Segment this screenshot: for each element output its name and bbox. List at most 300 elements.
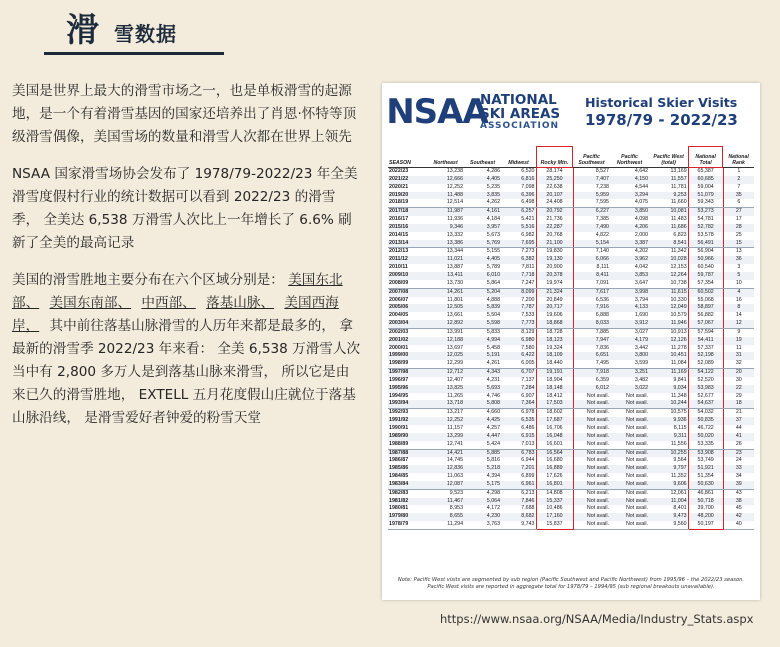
cell-northeast: 12,025: [427, 352, 464, 360]
cell-pacific-southwest: Not avail.: [573, 498, 610, 506]
cell-rocky-mtn: 18,440: [536, 360, 573, 368]
cell-pacific-northwest: 3,794: [634, 296, 649, 303]
cell-rocky-mtn: 16,048: [536, 433, 573, 441]
cell-midwest: 6,944: [521, 457, 535, 464]
cell-pacific-west-total: 11,342: [670, 248, 687, 255]
cell-midwest: 7,695: [501, 240, 536, 248]
org-line-1: NATIONAL: [480, 92, 557, 108]
cell-pacific-southwest: 7,885: [595, 328, 610, 335]
cell-national-rank: 38: [723, 498, 754, 506]
cell-rocky-mtn: 20,768: [536, 232, 573, 240]
cell-rocky-mtn: 18,602: [536, 409, 573, 417]
cell-midwest: 6,213: [521, 489, 535, 496]
cell-pacific-northwest: 2,000: [634, 231, 649, 238]
region-west-coast: 美国西海岸，: [12, 295, 339, 334]
cell-pacific-southwest: Not avail.: [586, 489, 610, 496]
table-row: [388, 369, 754, 377]
cell-pacific-west-total: 10,579: [670, 312, 687, 319]
source-url: https://www.nsaa.org/NSAA/Media/Industry_Stats.aspx: [440, 612, 754, 626]
cell-midwest: 8,129: [521, 328, 535, 335]
cell-southeast: 5,864: [464, 280, 501, 288]
table-header-row: [388, 146, 754, 168]
cell-national-total: 52,089: [688, 360, 723, 368]
cell-southeast: 4,405: [464, 256, 501, 264]
cell-national-total: 56,491: [688, 240, 723, 248]
cell-northeast: 14,261: [427, 288, 464, 296]
cell-pacific-northwest: 4,098: [634, 216, 649, 223]
cell-rocky-mtn: 20,792: [536, 208, 573, 216]
cell-midwest: 5,516: [501, 224, 536, 232]
table-note: Note: Pacific West visits are segmented by sub region (Pacific Southwest and Pacific Northwest) from 1995/96 – the 2022/23 season. Pacific West visits are reported in aggregate total for 1978/79 – 1994/95 (sub regional breakouts unavailable).: [397, 577, 745, 590]
cell-northeast: 12,712: [427, 369, 464, 377]
cell-midwest: 6,422: [501, 352, 536, 360]
cell-national-rank: 8: [723, 304, 754, 312]
cell-southeast: 4,994: [464, 337, 501, 345]
cell-national-rank: 13: [735, 248, 742, 255]
cell-pacific-southwest: 7,238: [595, 183, 610, 190]
cell-national-total: 57,337: [688, 345, 723, 353]
cell-season: 1994/95: [389, 392, 409, 399]
cell-pacific-northwest: 1,690: [634, 312, 649, 319]
cell-southeast: 4,184: [486, 216, 501, 223]
org-line-3: ASSOCIATION: [480, 121, 560, 131]
cell-pacific-west-total: 10,913: [670, 328, 687, 335]
cell-national-rank: 12: [723, 320, 754, 328]
cell-pacific-southwest: Not avail.: [586, 425, 610, 431]
cell-pacific-northwest: 3,912: [610, 320, 649, 328]
cell-national-total: 52,198: [688, 352, 723, 360]
cell-pacific-northwest: 3,251: [610, 369, 649, 377]
cell-pacific-southwest: 6,359: [595, 376, 610, 383]
cell-pacific-northwest: 3,850: [610, 208, 649, 216]
cell-midwest: 7,364: [501, 400, 536, 408]
cell-national-total: 50,197: [688, 521, 723, 529]
cell-southeast: 4,888: [486, 296, 501, 303]
table-row: [388, 441, 754, 449]
cell-northeast: 12,741: [427, 441, 464, 449]
cell-national-total: 56,904: [688, 248, 723, 256]
cell-northeast: 13,991: [446, 328, 464, 335]
cell-northeast: 12,407: [446, 376, 464, 383]
table-row: [388, 449, 754, 457]
table-row: [388, 320, 754, 328]
cell-pacific-southwest: Not avail.: [586, 409, 610, 416]
cell-pacific-west-total: 11,004: [649, 498, 688, 506]
cell-northeast: 12,087: [427, 481, 464, 489]
cell-southeast: 3,763: [464, 521, 501, 529]
cell-season: 2011/12: [388, 256, 427, 264]
cell-pacific-southwest: Not avail.: [573, 481, 610, 489]
column-header-pacific-southwest: Pacific Southwest: [573, 146, 610, 168]
cell-southeast: 4,660: [486, 409, 501, 416]
table-row: [388, 352, 754, 360]
cell-rocky-mtn: 19,830: [536, 248, 573, 256]
cell-pacific-west-total: 11,084: [649, 360, 688, 368]
cell-northeast: 11,021: [427, 256, 464, 264]
cell-northeast: 8,953: [449, 505, 464, 512]
cell-pacific-west-total: 6,823: [673, 231, 687, 238]
table-row: [388, 360, 754, 368]
table-row: [388, 498, 754, 506]
cell-southeast: 5,598: [464, 320, 501, 328]
cell-southeast: 4,447: [464, 433, 501, 441]
cell-pacific-southwest: 7,091: [573, 280, 610, 288]
table-row: [388, 297, 754, 305]
cell-season: 2019/20: [388, 192, 427, 200]
cell-national-rank: 32: [723, 360, 754, 368]
cell-midwest: 7,273: [521, 248, 535, 255]
cell-pacific-northwest: 3,647: [610, 280, 649, 288]
cell-national-total: 50,020: [688, 433, 723, 441]
cell-pacific-southwest: 7,490: [573, 224, 610, 232]
cell-pacific-west-total: 11,615: [649, 288, 688, 296]
cell-national-rank: 25: [735, 231, 742, 238]
document-title-line-1: Historical Skier Visits: [585, 95, 738, 110]
cell-rocky-mtn: 17,626: [536, 473, 573, 481]
table-row: [388, 312, 754, 320]
cell-national-rank: 22: [723, 385, 754, 393]
table-row: [388, 304, 754, 312]
cell-southeast: 3,835: [464, 192, 501, 200]
cell-midwest: 6,816: [501, 176, 536, 184]
cell-pacific-northwest: 4,150: [610, 176, 649, 184]
document-title: [585, 95, 738, 130]
cell-midwest: 7,811: [521, 264, 535, 271]
cell-pacific-southwest: 6,888: [595, 312, 610, 319]
cell-national-rank: 24: [735, 457, 742, 464]
cell-southeast: 4,172: [486, 505, 501, 512]
cell-national-rank: 33: [723, 465, 754, 473]
cell-season: 1990/91: [389, 425, 409, 431]
table-row: [388, 280, 754, 288]
table-row: [388, 216, 754, 224]
cell-pacific-northwest: 4,179: [610, 337, 649, 345]
cell-pacific-southwest: 7,140: [595, 248, 610, 255]
cell-national-total: 48,200: [688, 513, 723, 521]
cell-national-total: 52,677: [688, 393, 723, 401]
cell-northeast: 12,836: [427, 465, 464, 473]
cell-rocky-mtn: 10,486: [536, 505, 573, 513]
column-header-rocky-mtn: Rocky Mtn.: [536, 146, 573, 168]
cell-midwest: 6,486: [521, 425, 535, 431]
cell-season: 2001/02: [388, 337, 427, 345]
cell-national-rank: 34: [735, 473, 742, 480]
cell-season: 1988/89: [388, 441, 427, 449]
cell-national-total: 51,079: [688, 192, 723, 200]
cell-pacific-west-total: 8,115: [673, 425, 687, 431]
cell-national-total: 46,861: [688, 489, 723, 497]
cell-pacific-northwest: 3,294: [610, 192, 649, 200]
region-rocky: 落基山脉、: [206, 295, 275, 311]
cell-pacific-southwest: 7,495: [573, 360, 610, 368]
cell-midwest: 6,707: [501, 369, 536, 377]
cell-national-total: 53,273: [688, 208, 723, 216]
cell-national-rank: 30: [735, 376, 742, 383]
cell-midwest: 7,773: [501, 320, 536, 328]
cell-rocky-mtn: 20,378: [536, 272, 573, 280]
column-header-pacific-west-total: Pacific West (total): [649, 146, 688, 168]
region-midwest: 中西部、: [141, 295, 196, 311]
cell-southeast: 4,257: [486, 425, 501, 431]
table-body: [388, 168, 754, 530]
cell-national-total: 57,067: [688, 320, 723, 328]
cell-season: 1991/92: [388, 417, 427, 425]
cell-national-rank: 18: [723, 400, 754, 408]
cell-season: 2010/11: [389, 264, 408, 271]
cell-southeast: 4,231: [486, 376, 501, 383]
cell-national-rank: 26: [723, 441, 754, 449]
cell-season: 1982/83: [389, 489, 409, 496]
cell-pacific-west-total: 11,686: [649, 224, 688, 232]
cell-rocky-mtn: 22,638: [536, 184, 573, 192]
cell-southeast: 5,693: [464, 385, 501, 393]
cell-season: 1978/79: [388, 521, 427, 529]
cell-pacific-west-total: 11,169: [649, 369, 688, 377]
org-line-2: SKI AREAS: [480, 106, 561, 122]
cell-southeast: 4,343: [464, 369, 501, 377]
cell-rocky-mtn: 21,324: [536, 288, 573, 296]
table-row: [388, 481, 754, 489]
cell-season: 2015/16: [388, 224, 427, 232]
cell-national-total: 54,122: [688, 369, 723, 377]
cell-pacific-southwest: Not avail.: [586, 505, 610, 512]
cell-pacific-northwest: 3,387: [610, 240, 649, 248]
cell-pacific-southwest: 6,227: [573, 208, 610, 216]
cell-rocky-mtn: 20,107: [536, 192, 573, 200]
header-underline: [44, 52, 224, 55]
cell-national-rank: 20: [723, 369, 754, 377]
table-row: [388, 393, 754, 401]
cell-pacific-west-total: 13,169: [670, 168, 687, 174]
cell-northeast: 13,887: [446, 264, 464, 271]
cell-pacific-northwest: 3,482: [634, 376, 649, 383]
cell-pacific-southwest: 7,918: [573, 369, 610, 377]
cell-pacific-west-total: 11,781: [670, 183, 687, 190]
cell-national-total: 60,540: [688, 264, 723, 272]
cell-rocky-mtn: 16,889: [536, 465, 573, 473]
cell-northeast: 12,252: [446, 183, 464, 190]
cell-season: 1979/80: [388, 513, 427, 521]
cell-pacific-northwest: Not avail.: [625, 489, 649, 496]
cell-national-rank: 16: [735, 296, 742, 303]
cell-northeast: 9,346: [427, 224, 464, 232]
cell-northeast: 13,238: [446, 168, 464, 174]
paragraph-nsaa-stats: NSAA 国家滑雪场协会发布了 1978/79-2022/23 年全美滑雪度假村行业的统计数据可以看到 2022/23 的滑雪季， 全美达 6,538 万滑雪人次比上一年增长了 6.6% 刷新了全美的最高记录: [12, 166, 358, 251]
cell-rocky-mtn: 17,503: [536, 400, 573, 408]
cell-season: 2022/23: [389, 168, 409, 174]
cell-midwest: 6,520: [521, 168, 535, 174]
cell-pacific-west-total: 11,278: [670, 344, 687, 351]
cell-northeast: 13,661: [446, 312, 464, 319]
cell-pacific-west-total: 11,660: [649, 199, 688, 207]
cell-southeast: 5,191: [464, 352, 501, 360]
cell-northeast: 13,386: [427, 240, 464, 248]
cell-pacific-west-total: 9,606: [649, 481, 688, 489]
cell-pacific-west-total: 9,841: [673, 376, 687, 383]
cell-rocky-mtn: 24,408: [536, 199, 573, 207]
cell-pacific-southwest: 7,916: [573, 304, 610, 312]
cell-pacific-northwest: Not avail.: [610, 400, 649, 408]
nsaa-logo: NSAA: [386, 92, 488, 132]
cell-northeast: 11,936: [447, 216, 464, 223]
cell-season: 1998/99: [388, 360, 427, 368]
cell-season: 1997/98: [388, 369, 427, 377]
cell-rocky-mtn: 18,868: [536, 320, 573, 328]
cell-pacific-west-total: 10,255: [649, 449, 688, 457]
cell-pacific-northwest: Not avail.: [625, 473, 649, 480]
cell-pacific-northwest: 4,042: [634, 264, 649, 271]
cell-pacific-southwest: 5,154: [573, 240, 610, 248]
cell-southeast: 5,175: [464, 481, 501, 489]
cell-pacific-southwest: Not avail.: [573, 441, 610, 449]
cell-pacific-southwest: 7,836: [595, 344, 610, 351]
table-row: [388, 425, 754, 433]
cell-pacific-northwest: Not avail.: [610, 498, 649, 506]
table-row: [388, 345, 754, 353]
title-first-char: 滑: [66, 10, 99, 49]
table-row: [388, 465, 754, 473]
cell-southeast: 5,204: [464, 288, 501, 296]
cell-northeast: 11,294: [427, 521, 464, 529]
cell-midwest: 6,961: [501, 481, 536, 489]
cell-season: 2006/07: [389, 296, 409, 303]
cell-national-rank: 21: [735, 409, 742, 416]
table-row: [388, 248, 754, 256]
cell-southeast: 4,394: [486, 473, 501, 480]
cell-national-total: 39,700: [688, 505, 723, 513]
cell-pacific-southwest: 8,527: [595, 168, 610, 174]
cell-national-rank: 23: [723, 449, 754, 457]
regions-detail: 其中前往落基山脉滑雪的人历年来都是最多的， 拿最新的滑雪季 2022/23 年来看： 全美 6,538 万滑雪人次当中有 2,800 多万人是到落基山脉来滑雪， 所以它是由来已久的滑雪胜地， EXTELL 五月花度假山庄就位于落基山脉沿线， 是滑雪爱好者钟爱的粉雪天堂: [12, 318, 361, 426]
cell-southeast: 4,261: [464, 360, 501, 368]
cell-national-rank: 45: [735, 505, 742, 512]
cell-northeast: 12,252: [427, 417, 464, 425]
organization-name: [480, 93, 560, 132]
cell-national-rank: 2: [723, 176, 754, 184]
cell-pacific-southwest: 4,822: [595, 231, 610, 238]
cell-pacific-northwest: 3,027: [634, 328, 649, 335]
cell-season: 1985/86: [388, 465, 427, 473]
cell-northeast: 13,332: [446, 231, 464, 238]
cell-midwest: 6,396: [501, 192, 536, 200]
cell-national-total: 50,718: [688, 498, 723, 506]
cell-northeast: 11,801: [447, 296, 464, 303]
cell-pacific-northwest: 3,998: [610, 288, 649, 296]
cell-midwest: 8,682: [501, 513, 536, 521]
cell-national-total: 54,032: [688, 409, 723, 417]
table-row: [388, 272, 754, 280]
cell-pacific-west-total: 9,034: [649, 385, 688, 393]
cell-pacific-southwest: 7,385: [595, 216, 610, 223]
cell-northeast: 9,523: [449, 489, 464, 496]
cell-pacific-west-total: 10,244: [649, 400, 688, 408]
cell-national-rank: 1: [737, 168, 741, 174]
cell-pacific-northwest: Not avail.: [625, 392, 649, 399]
cell-national-total: 60,502: [688, 288, 723, 296]
cell-southeast: 5,673: [486, 231, 501, 238]
table-row: [388, 192, 754, 200]
cell-national-total: 54,781: [688, 216, 723, 224]
cell-southeast: 5,218: [464, 465, 501, 473]
cell-pacific-northwest: 3,853: [610, 272, 649, 280]
cell-pacific-northwest: Not avail.: [610, 513, 649, 521]
cell-season: 2003/04: [388, 320, 427, 328]
paragraph-intro: 美国是世界上最大的滑雪市场之一，也是单板滑雪的起源地，是一个有着滑雪基因的国家还培养出了肖恩·怀特等顶级滑雪偶像，美国雪场的数量和滑雪人次都在世界上领先: [12, 83, 357, 145]
cell-pacific-west-total: 9,473: [649, 513, 688, 521]
cell-pacific-southwest: 6,536: [595, 296, 610, 303]
cell-national-total: 53,335: [688, 441, 723, 449]
title-rest: 雪数据: [114, 22, 177, 46]
cell-national-rank: 10: [723, 280, 754, 288]
cell-northeast: 12,892: [427, 320, 464, 328]
cell-rocky-mtn: 16,801: [536, 481, 573, 489]
cell-national-rank: 11: [736, 344, 742, 351]
cell-southeast: 5,064: [464, 498, 501, 506]
cell-rocky-mtn: 17,687: [536, 417, 573, 425]
cell-pacific-west-total: 11,348: [670, 392, 687, 399]
cell-national-rank: 37: [723, 417, 754, 425]
cell-national-rank: 9: [737, 328, 741, 335]
cell-season: 2002/03: [389, 328, 409, 335]
cell-pacific-west-total: 12,061: [670, 489, 687, 496]
cell-national-total: 58,897: [688, 304, 723, 312]
cell-pacific-northwest: 4,075: [610, 199, 649, 207]
cell-rocky-mtn: 25,250: [536, 176, 573, 184]
table-row: [388, 521, 754, 529]
cell-national-rank: 41: [723, 433, 754, 441]
cell-national-rank: 19: [723, 337, 754, 345]
cell-rocky-mtn: 19,324: [536, 345, 573, 353]
cell-pacific-west-total: 9,311: [649, 433, 688, 441]
cell-pacific-west-total: 11,556: [649, 441, 688, 449]
cell-rocky-mtn: 16,706: [536, 425, 573, 433]
cell-rocky-mtn: 15,837: [536, 521, 573, 529]
cell-southeast: 3,957: [464, 224, 501, 232]
body-text: [12, 80, 362, 444]
cell-national-total: 53,749: [688, 457, 723, 465]
column-header-midwest: Midwest: [501, 146, 536, 168]
cell-midwest: 6,005: [501, 360, 536, 368]
table-row: [388, 328, 754, 336]
cell-northeast: 12,666: [427, 176, 464, 184]
cell-pacific-northwest: Not avail.: [625, 425, 649, 431]
cell-pacific-southwest: 6,012: [573, 385, 610, 393]
cell-southeast: 4,298: [486, 489, 501, 496]
cell-season: 1980/81: [389, 505, 409, 512]
cell-national-total: 50,835: [688, 417, 723, 425]
cell-midwest: 6,978: [521, 409, 535, 416]
cell-pacific-southwest: 7,407: [573, 176, 610, 184]
cell-pacific-northwest: 3,599: [610, 360, 649, 368]
cell-pacific-west-total: 10,738: [649, 280, 688, 288]
table-row: [388, 224, 754, 232]
cell-midwest: 9,743: [501, 521, 536, 529]
cell-pacific-southwest: 6,651: [573, 352, 610, 360]
cell-midwest: 7,580: [521, 344, 535, 351]
cell-northeast: 13,411: [427, 272, 464, 280]
cell-pacific-northwest: 3,800: [610, 352, 649, 360]
cell-southeast: 5,458: [486, 344, 501, 351]
cell-midwest: 7,533: [521, 312, 535, 319]
cell-midwest: 6,498: [501, 199, 536, 207]
table-row: [388, 256, 754, 264]
cell-southeast: 4,405: [464, 176, 501, 184]
cell-pacific-northwest: Not avail.: [610, 481, 649, 489]
cell-midwest: 6,980: [501, 337, 536, 345]
cell-northeast: 14,421: [427, 449, 464, 457]
cell-northeast: 13,217: [446, 409, 464, 416]
cell-national-rank: 14: [735, 312, 742, 319]
